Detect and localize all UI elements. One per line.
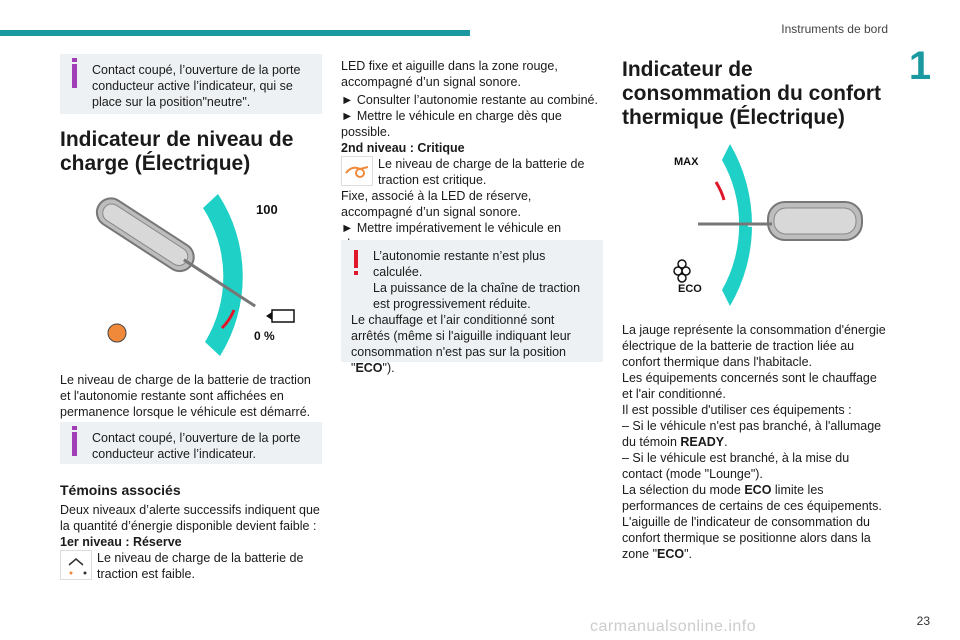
section-title: Instruments de bord	[781, 22, 888, 36]
info-icon-bar	[72, 64, 77, 88]
paragraph: Fixe, associé à la LED de réserve, accompagné d’un signal sonore.	[341, 189, 532, 219]
header-bar	[0, 30, 470, 36]
gauge-tick	[252, 314, 260, 318]
info-icon-bar	[72, 432, 77, 456]
chapter-number: 1	[908, 44, 932, 88]
gauge-label-0: 0 %	[254, 329, 275, 343]
info-icon	[72, 426, 77, 430]
info-note	[60, 54, 322, 114]
level1-label: 1er niveau : Réserve	[60, 535, 182, 549]
bullet: ► Mettre impérativement le véhicule en	[341, 221, 562, 235]
reserve-led	[108, 324, 126, 342]
warning-icon	[354, 250, 358, 268]
battery-reserve-warning-icon	[60, 550, 92, 580]
warning-text-3	[351, 312, 593, 376]
page-number: 23	[916, 614, 930, 628]
bullet: ► Consulter l’autonomie restante au combiné.	[341, 93, 598, 107]
battery-critical-warning-icon	[341, 156, 373, 186]
warning-note	[341, 240, 603, 375]
warning-text-3-body: Le chauffage et l’air conditionné sont arrêtés (même si l'aiguille indiquant leur consommation n'est pas sur la position	[351, 313, 571, 359]
charge-gauge	[60, 180, 322, 360]
level2-label: 2nd niveau : Critique	[341, 141, 465, 155]
paragraph: Le niveau de charge de la batterie de traction et l'autonomie restante sont affichées en permanence lorsque le véhicule est démarré.	[60, 373, 311, 419]
warning-eco: ECO	[355, 361, 383, 375]
subheading-temoins: Témoins associés	[60, 482, 181, 498]
eco-label: ECO	[657, 547, 685, 561]
warning-text-2: La puissance de la chaîne de traction est progressivement réduite.	[373, 281, 581, 311]
ready-label: READY	[680, 435, 725, 449]
bullet: ► Mettre le véhicule en charge dès que possible.	[341, 109, 562, 139]
warning-text-1: L’autonomie restante n’est plus calculée.	[373, 249, 546, 279]
info-note-text: Contact coupé, l’ouverture de la porte conducteur active l’indicateur.	[92, 431, 301, 461]
text-run: .	[724, 435, 728, 449]
paragraph: La jauge représente la consommation d'énergie électrique de la batterie de traction liée au confort thermique dans l'habitacle.	[622, 323, 886, 369]
paragraph	[622, 482, 890, 514]
paragraph: Deux niveaux d’alerte successifs indiquent que la quantité d’énergie disponible devient faible :	[60, 503, 320, 533]
level1-text: Le niveau de charge de la batterie de traction est faible.	[97, 551, 304, 581]
warning-icon-dot	[354, 271, 358, 275]
gauge-label-max: MAX	[674, 156, 699, 168]
section-heading-thermal: Indicateur de consommation du confort thermique (Électrique)	[622, 58, 881, 129]
gauge-label-100: 100	[256, 202, 278, 217]
paragraph	[622, 514, 890, 562]
section-heading-charge: Indicateur de niveau de charge (Électrique)	[60, 128, 294, 175]
fan-icon	[674, 260, 690, 282]
text-run: limite les performances de certains de ces équipements.	[622, 483, 882, 513]
watermark: carmanualsonline.info	[590, 618, 757, 635]
thermal-gauge	[622, 138, 884, 308]
info-note	[60, 422, 322, 464]
text-run: – Si le véhicule n'est pas branché, à l'allumage du témoin	[622, 419, 882, 449]
text-run: L'aiguille de l'indicateur de consommation du confort thermique se positionne alors dans la zone "	[622, 515, 871, 561]
text-run: La sélection du mode	[622, 483, 741, 497]
info-note-text: Contact coupé, l’ouverture de la porte conducteur active l’indicateur, qui se place sur la position"neutre".	[92, 63, 301, 109]
needle	[698, 202, 862, 240]
paragraph: LED fixe et aiguille dans la zone rouge, accompagné d’un signal sonore.	[341, 59, 558, 89]
info-icon	[72, 58, 77, 62]
gauge-label-eco: ECO	[678, 283, 702, 295]
gauge-tick	[252, 224, 260, 228]
paragraph: Les équipements concernés sont le chauffage et l'air conditionné.	[622, 371, 877, 401]
gauge-red-zone	[716, 182, 724, 200]
eco-label: ECO	[744, 483, 772, 497]
paragraph: – Si le véhicule est branché, à la mise du contact (mode "Lounge").	[622, 451, 850, 481]
warning-eco-open: "	[351, 361, 356, 375]
battery-reserve-icon	[266, 310, 294, 322]
text-run: ".	[684, 547, 693, 561]
warning-eco-close: ").	[382, 361, 395, 375]
paragraph	[622, 418, 890, 450]
level2-text: Le niveau de charge de la batterie de traction est critique.	[378, 157, 585, 187]
paragraph: Il est possible d'utiliser ces équipements :	[622, 403, 852, 417]
